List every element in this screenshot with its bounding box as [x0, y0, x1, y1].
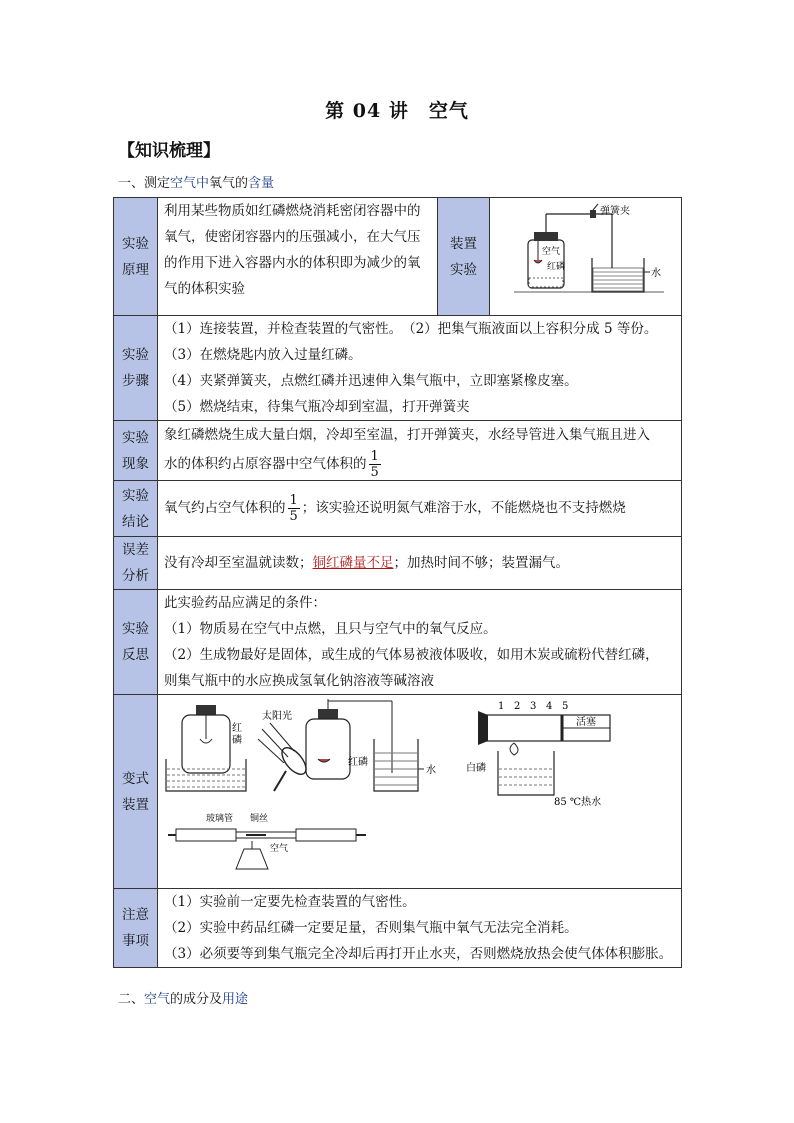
- step-line: （5）燃烧结束，待集气瓶冷却到室温，打开弹簧夹: [164, 399, 470, 415]
- row-notes: [114, 889, 682, 968]
- svg-text:1: 1: [498, 701, 505, 712]
- subsection-heading-1: 一、测定空气中氧气的含量: [118, 176, 275, 191]
- reflection-line: （2）生成物最好是固体，或生成的气体易被液体吸收，如用木炭或硫粉代替红磷，: [164, 647, 659, 663]
- knowledge-table: [113, 197, 682, 968]
- note-line: （3）必须要等到集气瓶完全冷却后再打开止水夹，否则燃烧放热会使气体体积膨胀。: [164, 946, 673, 962]
- svg-text:玻璃管: 玻璃管: [206, 814, 234, 824]
- svg-text:85 ℃热水: 85 ℃热水: [554, 797, 602, 808]
- page-title: 第 04 讲 空气: [325, 100, 469, 122]
- phenomenon-line: 水的体积约占原容器中空气体积的 $\frac{1}{5}$: [164, 449, 379, 480]
- row-label: 实验 原理: [114, 198, 158, 316]
- row-steps: [114, 316, 682, 421]
- step-line: （1）连接装置，并检查装置的气密性。 （2）把集气瓶液面以上容积分成 5 等份。: [164, 321, 658, 337]
- reflection-line: （1）物质易在空气中点燃，且只与空气中的氧气反应。: [164, 621, 497, 637]
- row-label: 实验 结论: [114, 481, 158, 537]
- highlight-error: 铜红磷量不足: [312, 555, 394, 571]
- row-reflection: [114, 590, 682, 695]
- reflection-line: 则集气瓶中的水应换成氢氧化钠溶液等碱溶液: [164, 673, 434, 689]
- row-label: 变式 装置: [114, 695, 158, 889]
- error-text: 没有冷却至室温就读数；铜红磷量不足；加热时间不够；装置漏气。: [158, 537, 682, 590]
- variant-glass-tube-figure: [168, 812, 366, 869]
- note-line: （2）实验中药品红磷一定要足量，否则集气瓶中氧气无法完全消耗。: [164, 920, 578, 936]
- svg-text:白磷: 白磷: [466, 763, 486, 774]
- svg-text:空气: 空气: [542, 247, 561, 257]
- device-label: 装置 实验: [438, 198, 490, 316]
- step-line: （3）在燃烧匙内放入过量红磷。: [164, 347, 362, 363]
- svg-text:3: 3: [530, 701, 537, 712]
- row-label: 实验 现象: [114, 421, 158, 481]
- svg-text:红磷: 红磷: [348, 757, 368, 768]
- svg-text:太阳光: 太阳光: [262, 711, 292, 722]
- variant-figures: [158, 695, 682, 889]
- svg-text:水: 水: [651, 268, 661, 279]
- svg-text:空气: 空气: [270, 844, 289, 854]
- subsection-heading-2: 二、空气的成分及用途: [118, 992, 249, 1007]
- note-line: （1）实验前一定要先检查装置的气密性。: [164, 894, 416, 910]
- variant-bottle-figure: [166, 705, 246, 791]
- svg-text:红: 红: [232, 723, 242, 734]
- svg-text:红磷: 红磷: [547, 262, 566, 272]
- row-label: 实验 反思: [114, 590, 158, 695]
- svg-text:水: 水: [426, 765, 436, 776]
- row-conclusion: [114, 481, 682, 537]
- row-principle: [114, 198, 682, 316]
- reflection-line: 此实验药品应满足的条件：: [164, 595, 326, 611]
- row-phenomenon: [114, 421, 682, 481]
- principle-text: 利用某些物质如红磷燃烧消耗密闭容器中的氧气，使密闭容器内的压强减小，在大气压的作用下进入容器内水的体积即为减少的氧气的体积实验: [158, 198, 438, 316]
- device-figure: [490, 198, 682, 316]
- section-heading: 【知识梳理】: [118, 141, 220, 161]
- conclusion-text: 氧气约占空气体积的 $\frac{1}{5}$ ；该实验还说明氮气难溶于水，不能燃烧也不支持燃烧: [158, 481, 682, 537]
- spring-clip-label: 弹簧夹: [600, 206, 630, 217]
- svg-text:5: 5: [562, 701, 569, 712]
- fraction: $\frac{1}{5}$: [289, 493, 298, 524]
- row-label: 实验 步骤: [114, 316, 158, 421]
- svg-text:活塞: 活塞: [576, 717, 596, 728]
- row-label: 注意 事项: [114, 889, 158, 968]
- row-label: 误差 分析: [114, 537, 158, 590]
- step-line: （4）夹紧弹簧夹，点燃红磷并迅速伸入集气瓶中，立即塞紧橡皮塞。: [164, 373, 578, 389]
- variant-syringe-figure: [466, 701, 610, 808]
- variant-sunlight-figure: [258, 699, 436, 791]
- row-error: [114, 537, 682, 590]
- row-variants: [114, 695, 682, 889]
- fraction: $\frac{1}{5}$: [370, 449, 379, 480]
- phenomenon-line: 象红磷燃烧生成大量白烟，冷却至室温，打开弹簧夹，水经导管进入集气瓶且进入: [164, 427, 650, 443]
- svg-text:2: 2: [514, 701, 521, 712]
- svg-text:铜丝: 铜丝: [250, 814, 269, 824]
- svg-text:磷: 磷: [232, 735, 242, 746]
- svg-text:4: 4: [546, 701, 553, 712]
